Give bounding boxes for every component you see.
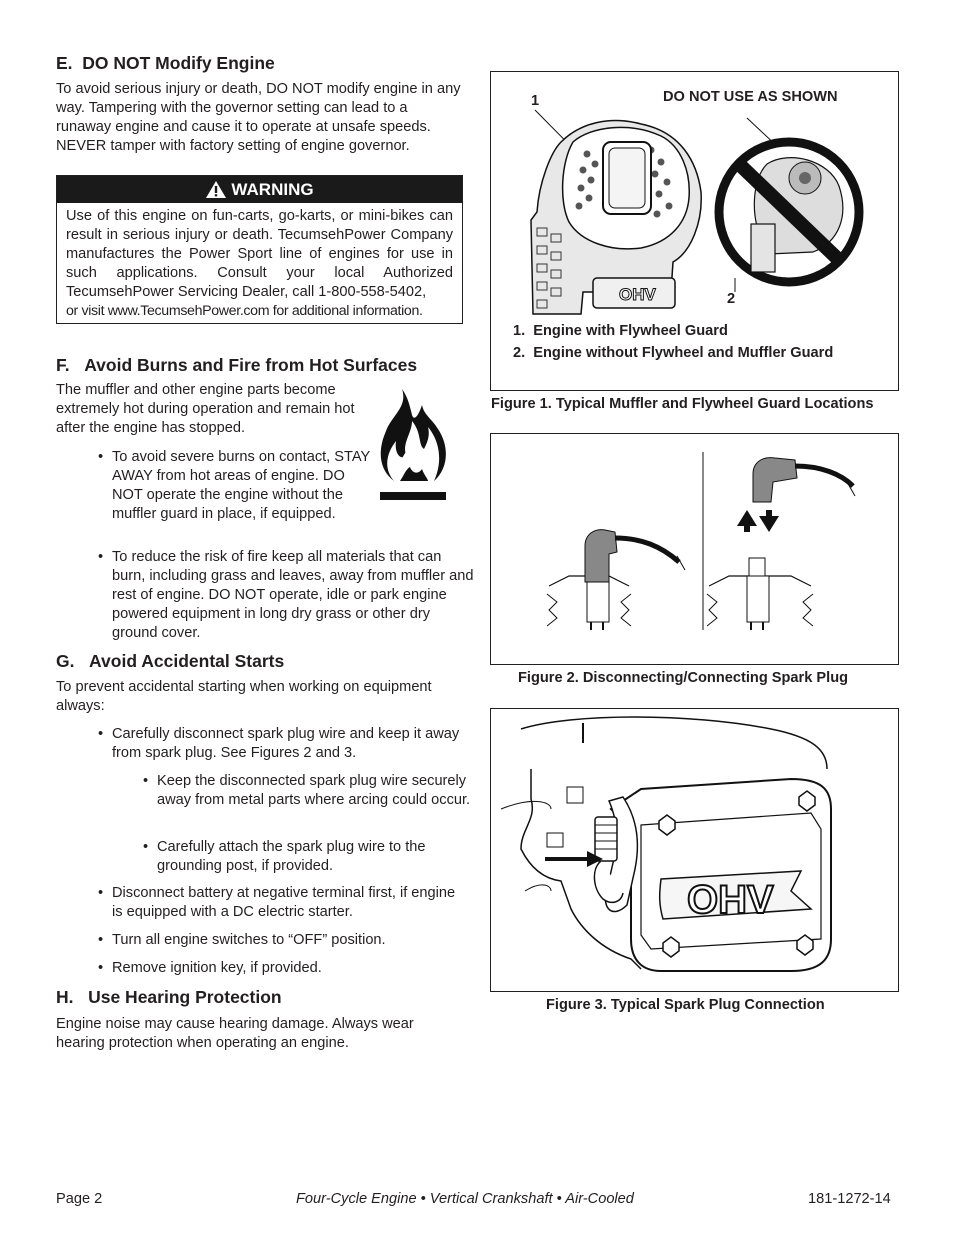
figure-1-callout-1: 1 [531,93,540,109]
warning-label: WARNING [231,180,314,199]
section-e-heading: E. DO NOT Modify Engine [56,53,275,73]
figure-2-caption: Figure 2. Disconnecting/Connecting Spark Plug [518,670,849,686]
figure-1-legend-1: 1. Engine with Flywheel Guard [513,323,728,339]
flame-hazard-icon [372,385,450,503]
section-f-bullet-1: • To avoid severe burns on contact, STAY AWAY from hot areas of engine. DO NOT operate the engine without the muffler guard in place, if equipped. [98,448,370,524]
footer-doc-number: 181-1272-14 [808,1191,891,1207]
figure-1-callout-2: 2 [727,291,736,307]
section-g-sub-bullet-2: • Carefully attach the spark plug wire to the grounding post, if provided. [143,838,477,876]
figure-3-caption: Figure 3. Typical Spark Plug Connection [546,997,825,1013]
spark-plug-connection-illustration [491,709,898,991]
section-e-body: To avoid serious injury or death, DO NOT modify engine in any way. Tampering with the governor setting can lead to a runaway engine and cause it to operate at unsafe speeds. NEVER tamper with factory setting of engine governor. [56,81,461,154]
warning-box [56,175,463,324]
warning-triangle-icon [205,180,227,199]
figure-3-ohv-badge: OHV [687,878,774,922]
section-g-intro: To prevent accidental starting when working on equipment always: [56,679,432,714]
warning-header [57,176,462,203]
warning-last-line: or visit www.TecumsehPower.com for additional information. [66,303,423,319]
section-f-bullet-2: • To reduce the risk of fire keep all materials that can burn, including grass and leaves, away from muffler and rest of engine. DO NOT operate, idle or park engine powered equipment in long dry grass or other dry ground cover. [98,548,476,643]
section-g-bullet-1: • Carefully disconnect spark plug wire and keep it away from spark plug. See Figures 2 and 3. [98,725,462,763]
figure-2-box [490,433,899,665]
footer-page-number: Page 2 [56,1191,103,1207]
section-g-heading: G. Avoid Accidental Starts [56,651,285,671]
engine-with-guard-illustration [521,102,731,316]
footer-title: Four-Cycle Engine • Vertical Crankshaft • Air-Cooled [296,1191,634,1207]
figure-1-caption: Figure 1. Typical Muffler and Flywheel Guard Locations [491,396,874,412]
figure-3-box [490,708,899,992]
warning-text: Use of this engine on fun-carts, go-karts, or mini-bikes can result in serious injury or death. TecumsehPower Company manufactures the Power Sport line of engines for use in such applications. Consult your local Authorized TecumsehPower Servicing Dealer, call 1-800-558-5402, [66,208,453,300]
section-f-heading: F. Avoid Burns and Fire from Hot Surfaces [56,355,418,375]
section-g-sub-bullet-1: • Keep the disconnected spark plug wire securely away from metal parts where arcing could occur. [143,772,477,810]
section-g-bullet-4: • Remove ignition key, if provided. [98,959,472,978]
figure-1-do-not-use: DO NOT USE AS SHOWN [663,89,838,105]
section-f-intro: The muffler and other engine parts become extremely hot during operation and remain hot after the engine has stopped. [56,382,355,436]
section-h-heading: H. Use Hearing Protection [56,987,282,1007]
figure-1-legend-2: 2. Engine without Flywheel and Muffler Guard [513,345,834,361]
section-g-bullet-2: • Disconnect battery at negative terminal first, if engine is equipped with a DC electric starter. [98,884,462,922]
section-h-body: Engine noise may cause hearing damage. Always wear hearing protection when operating an engine. [56,1016,414,1051]
spark-plug-illustration [491,434,898,664]
figure-1-ohv-badge: OHV [619,285,656,304]
figure-1-box [490,71,899,391]
section-g-bullet-3: • Turn all engine switches to “OFF” position. [98,931,472,950]
